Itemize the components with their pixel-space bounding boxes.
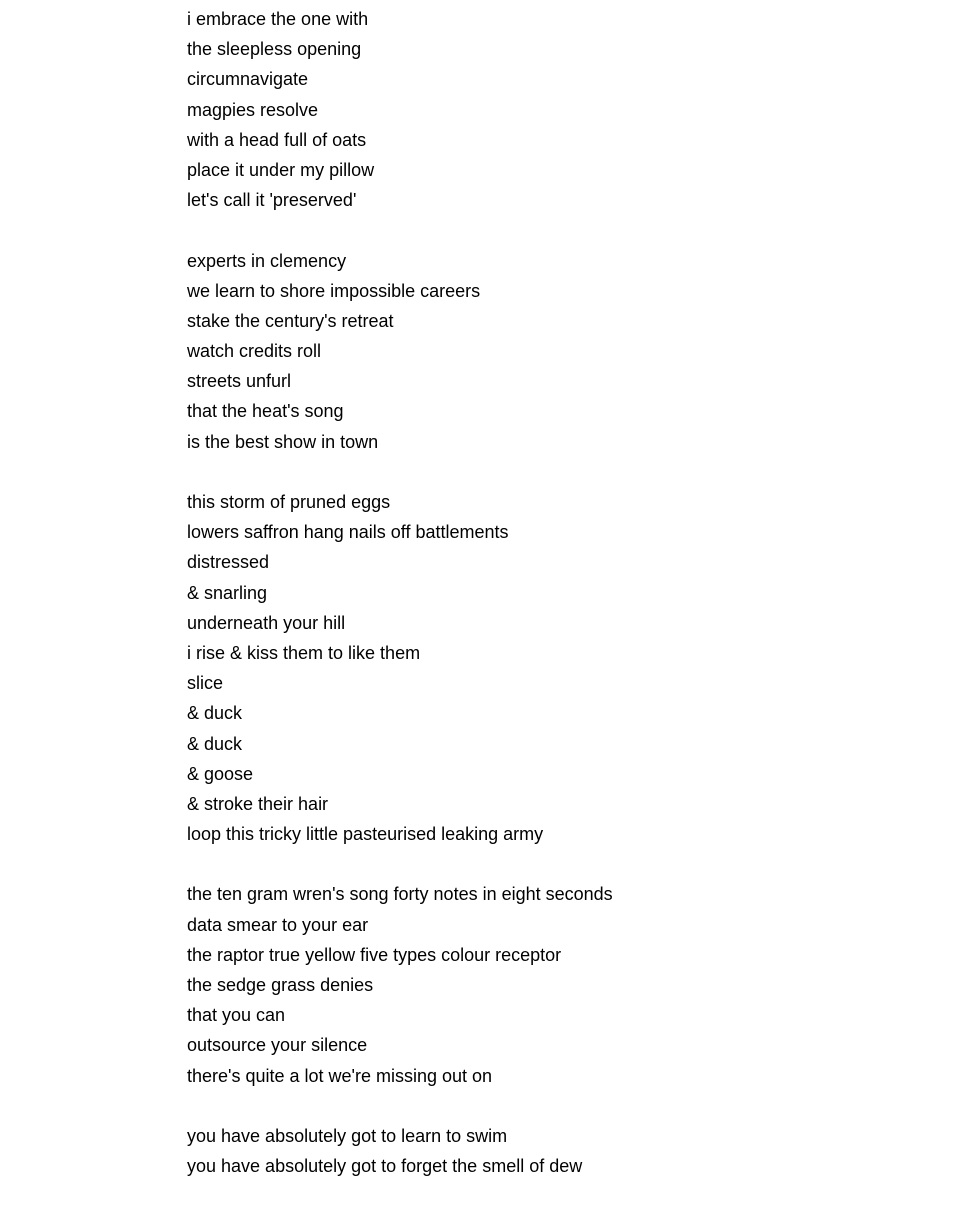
poem-line: the raptor true yellow five types colour receptor [187,944,562,965]
poem-line: there's quite a lot we're missing out on [187,1065,493,1086]
poem-line: & stroke their hair [187,793,329,814]
poem-line: this storm of pruned eggs [187,492,391,512]
stanza-2 [187,246,947,457]
poem-line: place it under my pillow [187,159,375,180]
poem-line: data smear to your ear [187,914,369,935]
poem-line: underneath your hill [187,612,346,633]
poem-line: that the heat's song [187,401,344,422]
poem-line: loop this tricky little pasteurised leaking army [187,824,544,845]
poem-line: slice [187,673,224,694]
poem-line: & duck [187,733,243,754]
poem-line: circumnavigate [187,69,309,90]
poem-line: we learn to shore impossible careers [187,280,481,301]
poem-line: stake the century's retreat [187,310,394,331]
poem-line: experts in clemency [187,250,347,271]
poem-line: is the best show in town [187,431,379,452]
poem-line: that you can [187,1005,286,1026]
poem-line: outsource your silence [187,1035,368,1056]
stanza-3 [187,487,947,849]
poem-line: streets unfurl [187,371,292,392]
poem-line: magpies resolve [187,99,319,120]
stanza-4 [187,879,947,1090]
poem-line: distressed [187,552,270,573]
poem-line: lowers saffron hang nails off battlements [187,522,509,543]
poem-line: with a head full of oats [187,129,367,150]
poem-line: & duck [187,703,243,724]
poem-line: the sleepless opening [187,39,362,60]
stanza-5 [187,1121,947,1181]
poem-line: the ten gram wren's song forty notes in eight seconds [187,884,613,905]
poem-line: & goose [187,763,254,784]
poem-line: & snarling [187,582,268,603]
stanza-1 [187,4,947,215]
poem-line: the sedge grass denies [187,975,374,995]
poem-line: let's call it 'preserved' [187,190,357,211]
poem-line: you have absolutely got to learn to swim [187,1125,508,1146]
poem-line: i rise & kiss them to like them [187,642,421,663]
poem-body [187,4,947,1212]
poem-line: i embrace the one with [187,9,369,29]
poem-line: watch credits roll [187,341,322,362]
poem-line: you have absolutely got to forget the smell of dew [187,1156,583,1177]
